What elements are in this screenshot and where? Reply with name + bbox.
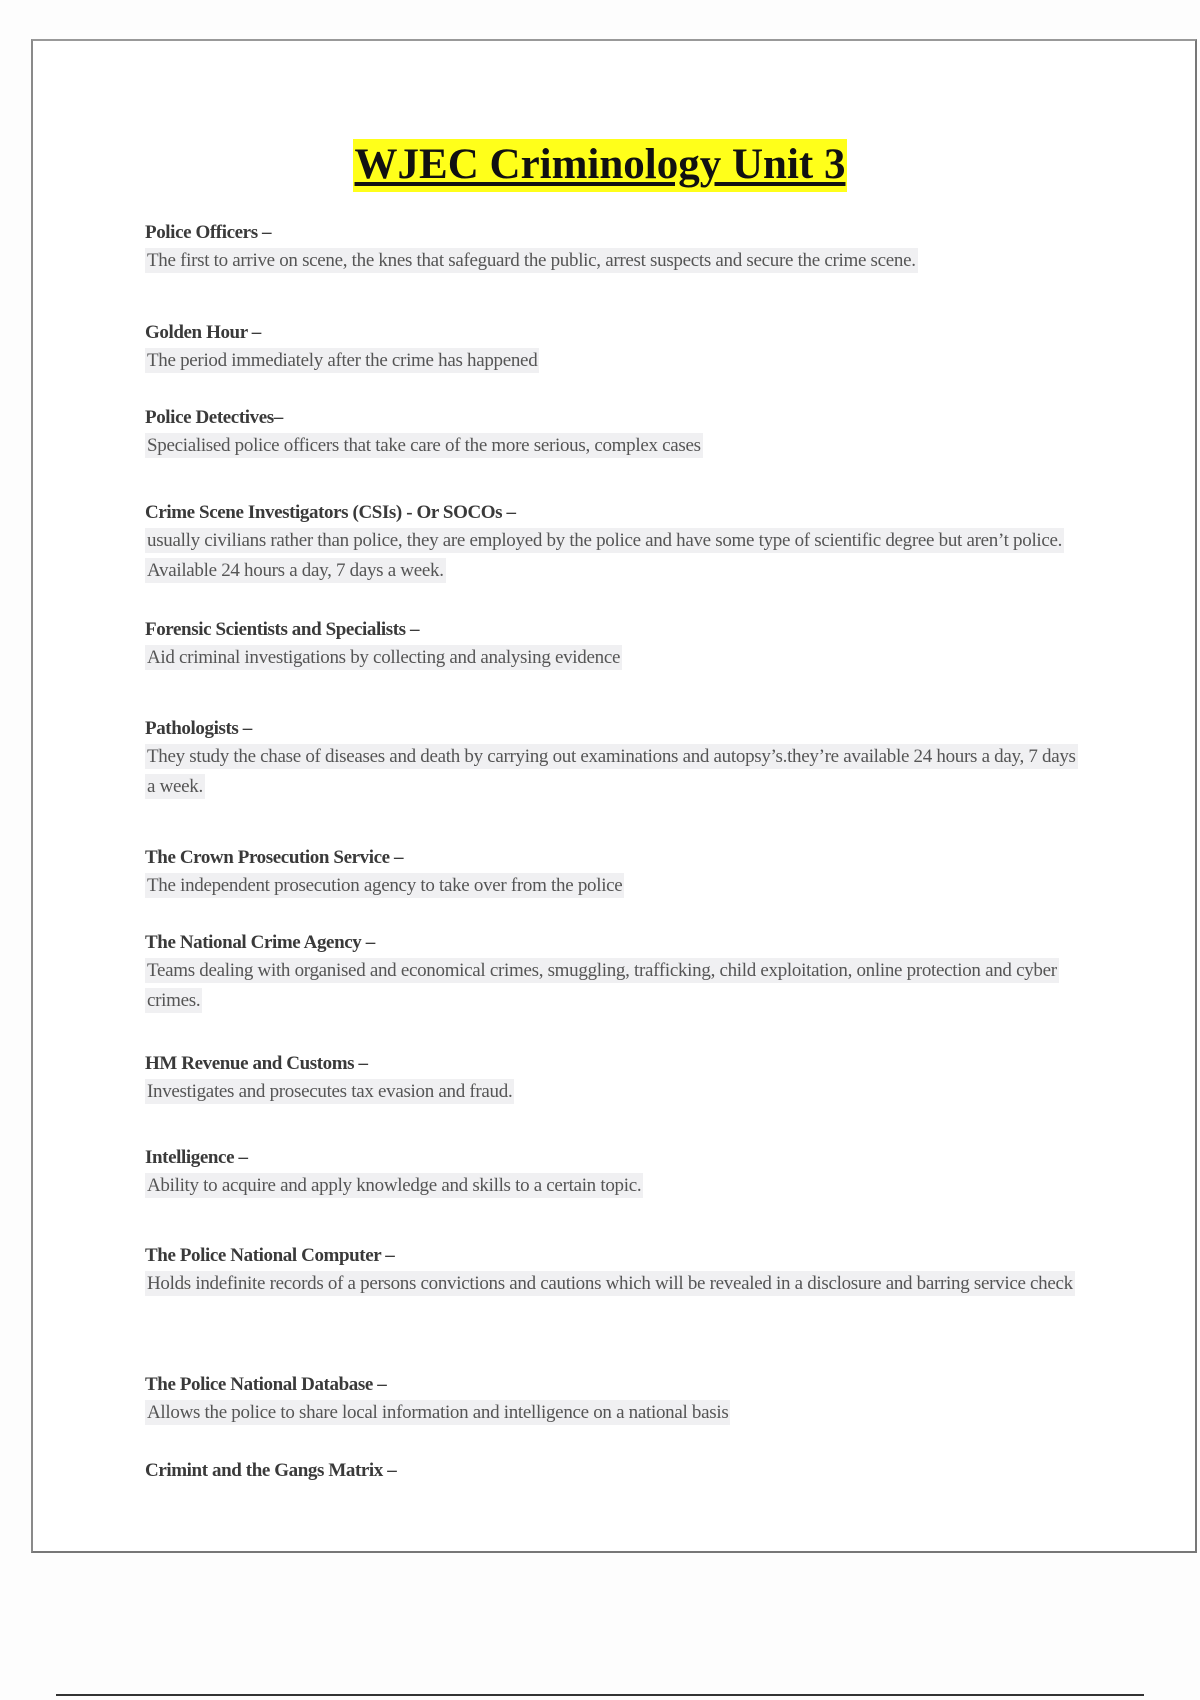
glossary-entry — [145, 405, 1085, 461]
entry-term: Pathologists – — [145, 718, 252, 739]
glossary-entry — [145, 845, 1085, 901]
entry-term: The Crown Prosecution Service – — [145, 847, 404, 868]
entry-definition: Aid criminal investigations by collecting and analysing evidence — [147, 647, 621, 668]
entry-term: The National Crime Agency – — [145, 932, 375, 953]
bottom-rule — [56, 1694, 1144, 1696]
entry-term: The Police National Database – — [145, 1374, 387, 1395]
entry-term: Crimint and the Gangs Matrix – — [145, 1460, 397, 1481]
entry-definition: usually civilians rather than police, they are employed by the police and have some type of scientific degree but aren’t police. Available 24 hours a day, 7 days a week. — [147, 530, 1063, 581]
entry-term: Intelligence – — [145, 1147, 248, 1168]
entry-definition: Allows the police to share local information and intelligence on a national basis — [147, 1402, 729, 1423]
entry-definition: Holds indefinite records of a persons convictions and cautions which will be revealed in a disclosure and barring service check — [147, 1273, 1073, 1294]
entry-definition: Ability to acquire and apply knowledge and skills to a certain topic. — [147, 1175, 642, 1196]
entry-term: Golden Hour – — [145, 322, 261, 343]
glossary-entry — [145, 1051, 1085, 1107]
glossary-entry — [145, 500, 1085, 586]
title-highlight: WJEC Criminology Unit 3 — [353, 139, 848, 192]
entry-definition: They study the chase of diseases and death by carrying out examinations and autopsy’s.they’re available 24 hours a day, 7 days a week. — [147, 746, 1076, 797]
entry-term: Forensic Scientists and Specialists – — [145, 619, 420, 640]
entry-term: Police Detectives– — [145, 407, 283, 428]
entry-term: The Police National Computer – — [145, 1245, 395, 1266]
glossary-entry — [145, 1458, 1085, 1484]
glossary-entry — [145, 1243, 1085, 1299]
entry-term: Crime Scene Investigators (CSIs) - Or SOCOs – — [145, 502, 516, 523]
glossary-entry — [145, 220, 1085, 276]
page-title — [0, 140, 1200, 189]
entry-definition: The period immediately after the crime has happened — [147, 350, 538, 371]
glossary-entry — [145, 617, 1085, 673]
glossary-entry — [145, 320, 1085, 376]
glossary-entry — [145, 930, 1085, 1016]
glossary-entry — [145, 1372, 1085, 1428]
entry-definition: The first to arrive on scene, the knes that safeguard the public, arrest suspects and secure the crime scene. — [147, 250, 916, 271]
entry-definition: Investigates and prosecutes tax evasion and fraud. — [147, 1081, 513, 1102]
entry-term: HM Revenue and Customs – — [145, 1053, 368, 1074]
entry-definition: The independent prosecution agency to take over from the police — [147, 875, 623, 896]
glossary-entry — [145, 716, 1085, 802]
entry-definition: Teams dealing with organised and economical crimes, smuggling, trafficking, child exploitation, online protection and cyber crimes. — [147, 960, 1057, 1011]
glossary-entry — [145, 1145, 1085, 1201]
entry-definition: Specialised police officers that take care of the more serious, complex cases — [147, 435, 701, 456]
entry-term: Police Officers – — [145, 222, 272, 243]
